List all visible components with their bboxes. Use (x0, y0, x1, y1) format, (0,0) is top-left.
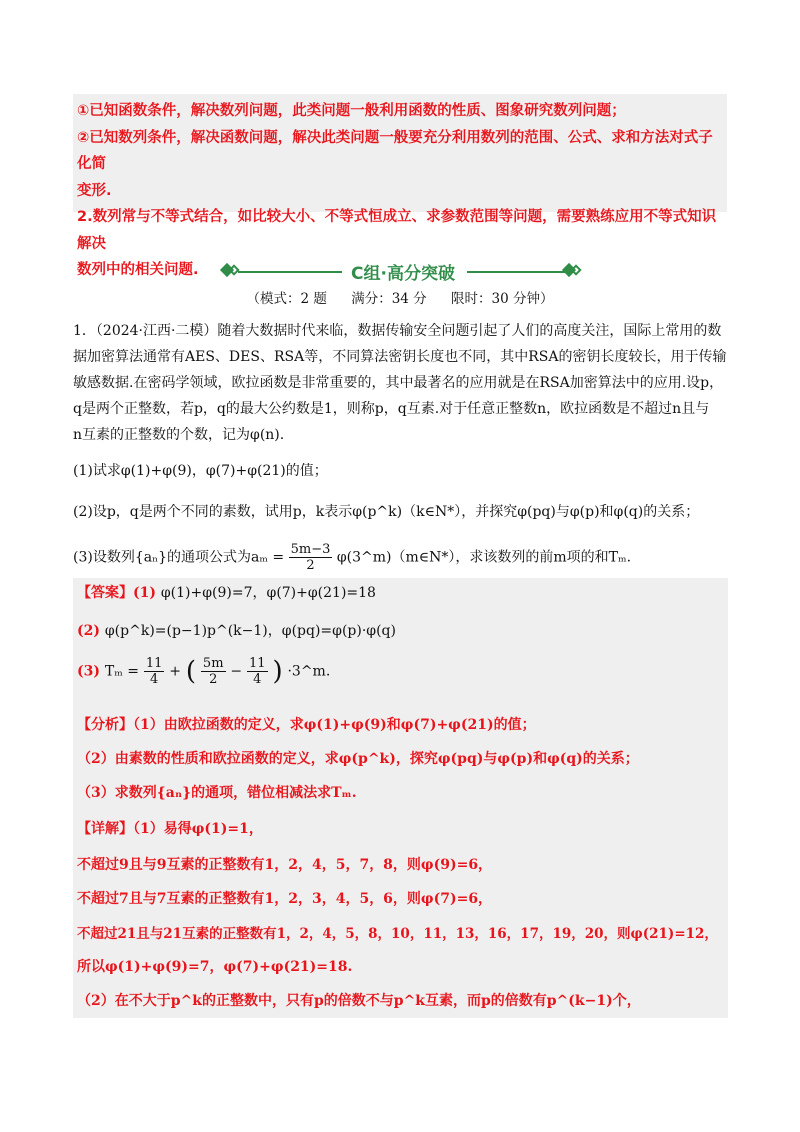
summary-item-1: ①已知函数条件，解决数列问题，此类问题一般利用函数的性质、图象研究数列问题； (77, 103, 626, 119)
stem-line-5: n互素的正整数的个数，记为φ(n). (73, 427, 285, 443)
detail-line-3: 不超过7且与7互素的正整数有1，2，3，4，5，6，则φ(7)=6， (77, 891, 493, 907)
frac3-num: 11 (249, 656, 266, 671)
analysis-line-2: （2）由素数的性质和欧拉函数的定义，求φ(p^k)，探究φ(pq)与φ(p)和φ(q)的关系； (77, 751, 639, 767)
question-stem (73, 318, 728, 448)
banner-rule-left (238, 271, 342, 273)
section-score: 满分：34 分 (351, 291, 427, 307)
section-mode: （模式：2 题 (246, 291, 327, 307)
answer-3-tail: ·3^m. (287, 663, 331, 680)
solution-box (73, 578, 728, 1018)
frac1-num: 11 (145, 656, 163, 671)
stem-line-2: 据加密算法通常有AES、DES、RSA等，不同算法密钥长度也不同，其中RSA的密钥长度较长，用于传输 (73, 349, 727, 365)
summary-item-3b: 数列中的相关问题. (77, 262, 199, 278)
detail-line-4: 不超过21且与21互素的正整数有1，2，4，5，8，10，11，13，16，17，19，20，则φ(21)=12， (77, 926, 718, 942)
answer-3-tag: (3) (77, 663, 100, 680)
answer-line-2 (77, 620, 396, 640)
analysis-line-3: （3）求数列{aₙ}的通项，错位相减法求Tₘ. (77, 785, 357, 801)
question-part-3 (73, 542, 631, 573)
detail-1: （1）易得φ(1)=1， (133, 821, 263, 837)
answer-3-frac-1 (144, 656, 165, 687)
stem-line-3: 敏感数据.在密码学领域，欧拉函数是非常重要的，其中最著名的应用就是在RSA加密算法中的应用.设p， (73, 375, 724, 391)
answer-3-minus: − (230, 663, 243, 680)
answer-2: φ(p^k)=(p−1)p^(k−1)，φ(pq)=φ(p)·φ(q) (104, 623, 396, 639)
section-title: C组·高分突破 (351, 264, 455, 284)
summary-item-3a: 2.数列常与不等式结合，如比较大小、不等式恒成立、求参数范围等问题，需要熟练应用不等式知识解决 (77, 209, 717, 252)
frac1-den: 4 (149, 672, 159, 687)
part3-fraction (289, 542, 333, 573)
stem-line-1: 1．（2024·江西·二模）随着大数据时代来临，数据传输安全问题引起了人们的高度关注，国际上常用的数 (73, 323, 722, 339)
detail-line-2: 不超过9且与9互素的正整数有1，2，4，5，7，8，则φ(9)=6， (77, 857, 493, 873)
answer-3-lhs: Tₘ = (104, 663, 139, 680)
frac2-num: 5m (202, 656, 224, 671)
summary-item-2a: ②已知数列条件，解决函数问题，解决此类问题一般要充分利用数列的范围、公式、求和方法对式子化简 (77, 129, 713, 172)
answer-3-plus: + (169, 663, 182, 680)
analysis-label: 【分析】 (77, 717, 133, 733)
part3-suffix: φ(3^m)（m∈N*），求该数列的前m项的和Tₘ. (336, 549, 632, 566)
part3-frac-numerator: 5m−3 (290, 542, 331, 557)
analysis-line-1 (77, 714, 536, 734)
stem-line-4: q是两个正整数，若p，q的最大公约数是1，则称p，q互素.对于任意正整数n，欧拉函数是不超过n且与 (73, 401, 710, 417)
section-time: 限时：30 分钟） (450, 291, 554, 307)
answer-label: 【答案】 (77, 585, 133, 601)
detail-label: 【详解】 (77, 821, 133, 837)
banner-rule-right (467, 271, 567, 273)
answer-3-frac-3 (247, 656, 268, 687)
analysis-1: （1）由欧拉函数的定义，求φ(1)+φ(9)和φ(7)+φ(21)的值； (133, 717, 536, 733)
detail-line-5: 所以φ(1)+φ(9)=7，φ(7)+φ(21)=18. (77, 959, 353, 975)
question-part-1: (1)试求φ(1)+φ(9)，φ(7)+φ(21)的值； (73, 463, 328, 479)
detail-line-6: （2）在不大于p^k的正整数中，只有p的倍数不与p^k互素，而p的倍数有p^(k−1)个， (77, 993, 641, 1009)
answer-2-tag: (2) (77, 623, 100, 639)
frac3-den: 4 (253, 672, 262, 687)
section-banner (220, 259, 580, 285)
part3-prefix: (3)设数列{aₙ}的通项公式为aₘ = (73, 549, 285, 566)
answer-line-3: (3) Tₘ = $\frac{11}{4}$ + ( $\frac{5m}{2}$ − $\frac{11}{4}$ ) ·3^m. (77, 656, 331, 687)
answer-line-1 (77, 582, 376, 602)
answer-3-frac-2 (201, 656, 226, 687)
frac2-den: 2 (209, 672, 218, 687)
summary-item-2b: 变形. (77, 182, 112, 199)
answer-1: φ(1)+φ(9)=7，φ(7)+φ(21)=18 (160, 585, 376, 601)
part3-frac-denominator: 2 (306, 558, 315, 573)
question-part-2: (2)设p，q是两个不同的素数，试用p，k表示φ(p^k)（k∈N*），并探究φ(pq)与φ(p)和φ(q)的关系； (73, 504, 700, 520)
answer-1-tag: (1) (133, 585, 156, 601)
detail-line-1 (77, 818, 263, 838)
section-meta (0, 287, 800, 307)
